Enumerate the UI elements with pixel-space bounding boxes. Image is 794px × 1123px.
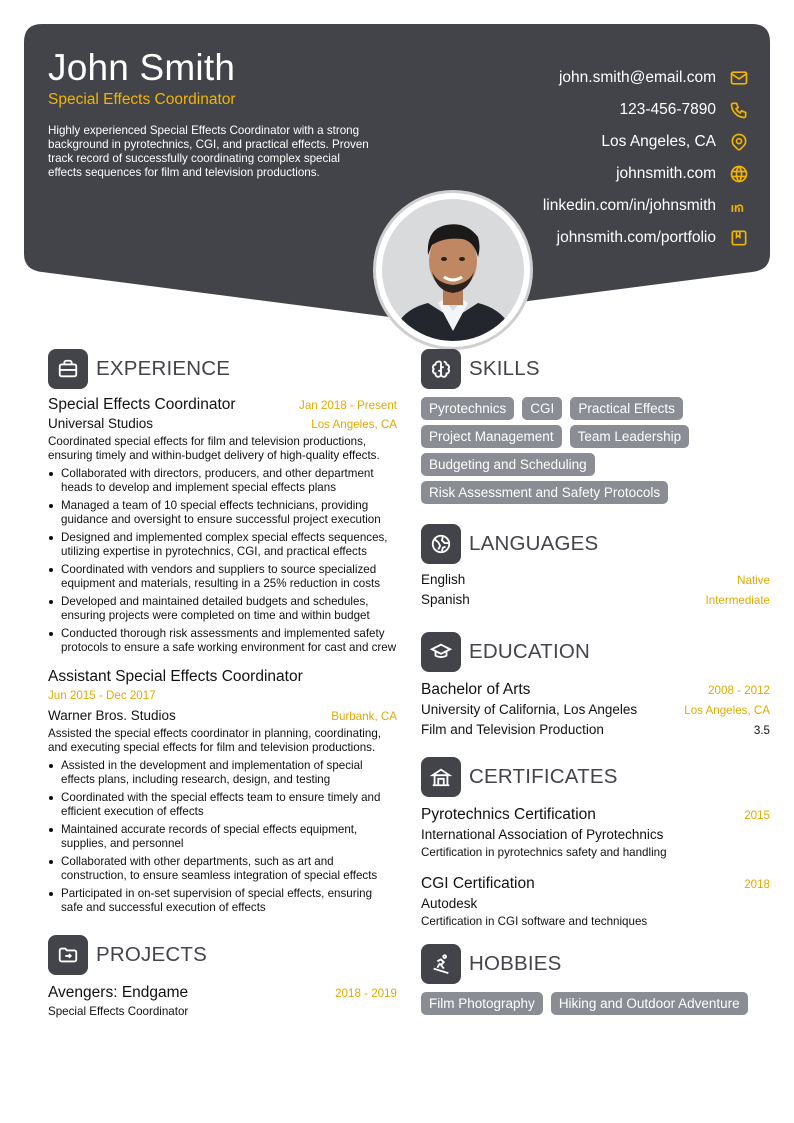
hobbies-list — [421, 992, 770, 1015]
briefcase-icon — [48, 349, 88, 389]
bookmark-icon — [728, 227, 750, 249]
job-location: Burbank, CA — [331, 710, 397, 723]
globe-icon — [728, 163, 750, 185]
contact-location — [410, 126, 770, 158]
job-date: Jan 2018 - Present — [299, 399, 397, 412]
projects-section-header — [48, 935, 397, 975]
job-bullets — [48, 759, 397, 915]
cert-org: Autodesk — [421, 896, 478, 911]
cert-desc: Certification in CGI software and techniques — [421, 915, 648, 928]
contact-location-text: Los Angeles, CA — [601, 133, 716, 150]
skill-tag: Risk Assessment and Safety Protocols — [421, 481, 668, 504]
edu-field: Film and Television Production — [421, 722, 604, 737]
certificate-entry — [421, 805, 770, 861]
language-name: Spanish — [421, 592, 470, 607]
job-date: Jun 2015 - Dec 2017 — [48, 689, 156, 702]
skill-tag: Pyrotechnics — [421, 397, 514, 420]
location-pin-icon — [728, 131, 750, 153]
phone-icon — [728, 99, 750, 121]
cert-org: International Association of Pyrotechnics — [421, 827, 664, 842]
project-date: 2018 - 2019 — [335, 987, 397, 1000]
languages-section-header — [421, 524, 770, 564]
bullet-item: Conducted thorough risk assessments and implemented safety protocols to ensure a safe working environment for cast and crew — [48, 627, 397, 655]
bullet-item: Collaborated with other departments, such as art and construction, to ensure seamless integration of special effects — [48, 855, 397, 883]
hobby-tag: Hiking and Outdoor Adventure — [551, 992, 748, 1015]
edu-location: Los Angeles, CA — [684, 704, 770, 717]
certificates-section-header — [421, 757, 770, 797]
language-item — [421, 592, 770, 612]
skill-tag: Budgeting and Scheduling — [421, 453, 595, 476]
profile-summary: Highly experienced Special Effects Coordinator with a strong background in pyrotechnics, CGI, and practical effects. Proven track record of successfully coordinating complex special effects sequences for film and television productions. — [48, 124, 369, 179]
education-section-header — [421, 632, 770, 672]
education-entry — [421, 680, 770, 739]
bullet-item: Collaborated with directors, producers, and other department heads to develop and implement special effects plans — [48, 467, 397, 495]
left-column — [48, 349, 397, 1019]
candidate-title: Special Effects Coordinator — [48, 91, 236, 108]
job-description: Coordinated special effects for film and television productions, ensuring timely and within-budget delivery of high-quality effects. — [48, 435, 380, 462]
project-entry — [48, 983, 397, 1019]
edu-degree: Bachelor of Arts — [421, 681, 531, 698]
bullet-item: Managed a team of 10 special effects technicians, providing guidance and oversight to ensure successful project execution — [48, 499, 397, 527]
contact-email-text[interactable]: john.smith@email.com — [558, 69, 716, 86]
contact-email[interactable] — [410, 62, 770, 94]
bullet-item: Participated in on-set supervision of special effects, ensuring safe and successful execution of effects — [48, 887, 397, 915]
contact-phone-text[interactable]: 123-456-7890 — [619, 101, 716, 118]
job-location: Los Angeles, CA — [311, 418, 397, 431]
job-company: Universal Studios — [48, 416, 154, 431]
bullet-item: Coordinated with the special effects team to ensure timely and efficient execution of effects — [48, 791, 397, 819]
cert-year: 2018 — [744, 878, 770, 891]
folder-icon — [48, 935, 88, 975]
language-name: English — [421, 572, 466, 587]
experience-entry — [48, 667, 397, 915]
edu-date: 2008 - 2012 — [708, 684, 770, 697]
cert-year: 2015 — [744, 809, 770, 822]
globe-icon — [421, 524, 461, 564]
bullet-item: Coordinated with vendors and suppliers to source specialized equipment and materials, resulting in a 25% reduction in costs — [48, 563, 397, 591]
mail-icon — [728, 67, 750, 89]
hobbies-section-header — [421, 944, 770, 984]
experience-section-header — [48, 349, 397, 389]
skill-tag: Practical Effects — [570, 397, 683, 420]
experience-heading: EXPERIENCE — [96, 357, 231, 380]
language-item — [421, 572, 770, 592]
languages-heading: LANGUAGES — [469, 532, 599, 555]
job-description: Assisted the special effects coordinator in planning, coordinating, and executing special effects for film and television productions. — [48, 727, 381, 754]
job-company: Warner Bros. Studios — [48, 708, 176, 723]
hobby-tag: Film Photography — [421, 992, 543, 1015]
institution-icon — [421, 757, 461, 797]
cert-desc: Certification in pyrotechnics safety and handling — [421, 846, 667, 859]
bullet-item: Maintained accurate records of special effects equipment, supplies, and personnel — [48, 823, 397, 851]
projects-heading: PROJECTS — [96, 943, 207, 966]
language-level: Intermediate — [705, 594, 770, 607]
bullet-item: Designed and implemented complex special effects sequences, utilizing expertise in pyrotechnics, CGI, and practical effects — [48, 531, 397, 559]
cert-name: CGI Certification — [421, 875, 535, 892]
job-title: Special Effects Coordinator — [48, 396, 236, 413]
bullet-item: Assisted in the development and implementation of special effects plans, including research, design, and testing — [48, 759, 397, 787]
linkedin-icon — [728, 195, 750, 217]
candidate-name: John Smith — [48, 47, 236, 88]
edu-gpa: 3.5 — [753, 724, 770, 737]
cert-name: Pyrotechnics Certification — [421, 806, 596, 823]
contact-website[interactable] — [410, 158, 770, 190]
contact-website-text[interactable]: johnsmith.com — [616, 165, 716, 182]
job-title: Assistant Special Effects Coordinator — [48, 668, 303, 685]
skills-list — [421, 397, 721, 504]
skills-heading: SKILLS — [469, 357, 540, 380]
certificates-heading: CERTIFICATES — [469, 765, 618, 788]
profile-photo — [373, 190, 533, 350]
skills-section-header — [421, 349, 770, 389]
job-bullets — [48, 467, 397, 655]
contact-linkedin-text[interactable]: linkedin.com/in/johnsmith — [542, 197, 716, 214]
brain-icon — [421, 349, 461, 389]
experience-entry — [48, 395, 397, 655]
right-column — [421, 349, 770, 1015]
project-name: Avengers: Endgame — [48, 984, 189, 1001]
certificate-entry — [421, 874, 770, 930]
skiing-icon — [421, 944, 461, 984]
skill-tag: Project Management — [421, 425, 562, 448]
hobbies-heading: HOBBIES — [469, 952, 562, 975]
skill-tag: Team Leadership — [570, 425, 690, 448]
edu-school: University of California, Los Angeles — [421, 702, 638, 717]
language-level: Native — [737, 574, 770, 587]
contact-portfolio-text[interactable]: johnsmith.com/portfolio — [556, 229, 716, 246]
skill-tag: CGI — [522, 397, 562, 420]
contact-phone[interactable] — [410, 94, 770, 126]
graduation-cap-icon — [421, 632, 461, 672]
bullet-item: Developed and maintained detailed budgets and schedules, ensuring projects were completed on time and within budget — [48, 595, 397, 623]
education-heading: EDUCATION — [469, 640, 591, 663]
project-role: Special Effects Coordinator — [48, 1005, 189, 1018]
languages-list — [421, 572, 770, 612]
